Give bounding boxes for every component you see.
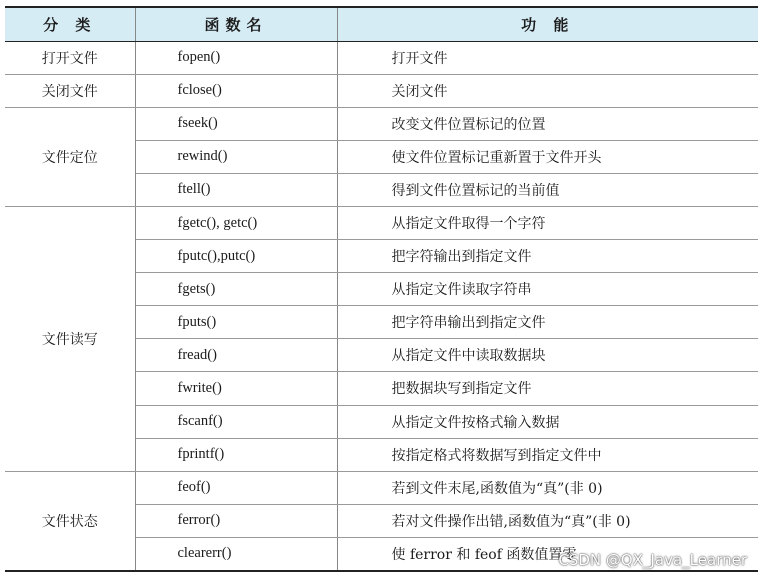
description-cell: 从指定文件读取字符串: [337, 273, 758, 306]
function-name-cell: fgets(): [135, 273, 337, 306]
description-cell: 从指定文件中读取数据块: [337, 339, 758, 372]
description-cell: 把字符串输出到指定文件: [337, 306, 758, 339]
function-name-cell: fprintf(): [135, 438, 337, 471]
description-cell: 若到文件末尾,函数值为“真”(非 0): [337, 471, 758, 504]
category-cell: 文件定位: [5, 107, 135, 206]
function-table-container: [5, 6, 758, 572]
table-row: [5, 41, 758, 74]
description-cell: 若对文件操作出错,函数值为“真”(非 0): [337, 504, 758, 537]
function-name-cell: fscanf(): [135, 405, 337, 438]
function-name-cell: fwrite(): [135, 372, 337, 405]
header-function: 功 能: [337, 7, 758, 41]
function-name-cell: fputs(): [135, 306, 337, 339]
table-header-row: [5, 7, 758, 41]
function-name-cell: rewind(): [135, 140, 337, 173]
category-cell: 关闭文件: [5, 74, 135, 107]
description-cell: 把字符输出到指定文件: [337, 240, 758, 273]
function-name-cell: fputc(),putc(): [135, 240, 337, 273]
table-row: [5, 107, 758, 140]
description-cell: 得到文件位置标记的当前值: [337, 173, 758, 206]
category-cell: 文件读写: [5, 206, 135, 471]
table-row: [5, 206, 758, 239]
function-name-cell: fgetc(), getc(): [135, 206, 337, 239]
function-name-cell: ferror(): [135, 504, 337, 537]
function-name-cell: fclose(): [135, 74, 337, 107]
function-name-cell: ftell(): [135, 173, 337, 206]
function-name-cell: fopen(): [135, 41, 337, 74]
function-name-cell: clearerr(): [135, 537, 337, 570]
description-cell: 使 ferror 和 feof 函数值置零: [337, 537, 758, 570]
table-row: [5, 74, 758, 107]
description-cell: 从指定文件取得一个字符: [337, 206, 758, 239]
file-function-table: [5, 6, 758, 572]
header-name: 函数名: [135, 7, 337, 41]
csdn-watermark: CSDN @QX_Java_Learner: [558, 551, 747, 569]
description-cell: 按指定格式将数据写到指定文件中: [337, 438, 758, 471]
description-cell: 关闭文件: [337, 74, 758, 107]
category-cell: 文件状态: [5, 471, 135, 570]
header-category: 分 类: [5, 7, 135, 41]
function-name-cell: fseek(): [135, 107, 337, 140]
description-cell: 打开文件: [337, 41, 758, 74]
description-cell: 把数据块写到指定文件: [337, 372, 758, 405]
description-cell: 从指定文件按格式输入数据: [337, 405, 758, 438]
category-cell: 打开文件: [5, 41, 135, 74]
description-cell: 改变文件位置标记的位置: [337, 107, 758, 140]
function-name-cell: feof(): [135, 471, 337, 504]
function-name-cell: fread(): [135, 339, 337, 372]
table-row: [5, 471, 758, 504]
description-cell: 使文件位置标记重新置于文件开头: [337, 140, 758, 173]
